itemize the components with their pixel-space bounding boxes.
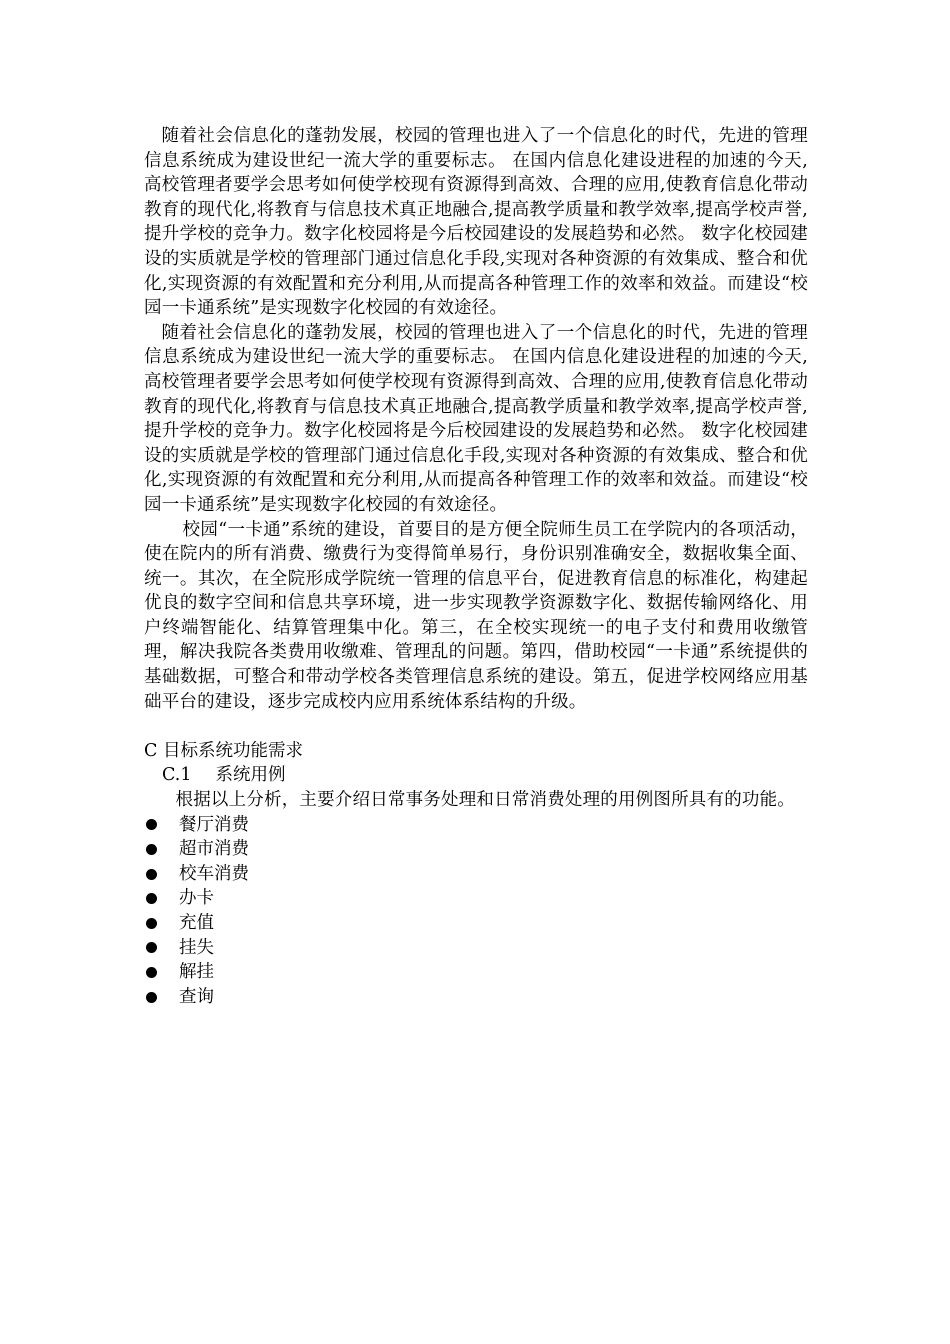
- section-intro: 根据以上分析，主要介绍日常事务处理和日常消费处理的用例图所具有的功能。: [175, 790, 795, 811]
- subsection-heading: [144, 763, 808, 788]
- subsection-number: C.1: [162, 765, 192, 786]
- list-item: [144, 862, 808, 887]
- use-case-list: [144, 813, 808, 1010]
- list-item: [144, 960, 808, 985]
- paragraph-2: 随着社会信息化的蓬勃发展，校园的管理也进入了一个信息化的时代，先进的管理信息系统成为建设世纪一流大学的重要标志。 在国内信息化建设进程的加速的今天,高校管理者要学会思考如何使学校现有资源得到高效、合理的应用,使教育信息化带动教育的现代化,将教育与信息技术真正地融合,提高教学质量和教学效率,提高学校声誉,提升学校的竞争力。数字化校园将是今后校园建设的发展趋势和必然。 数字化校园建设的实质就是学校的管理部门通过信息化手段,实现对各种资源的有效集成、整合和优化,实现资源的有效配置和充分利用,从而提高各种管理工作的效率和效益。而建设“校园一卡通系统”是实现数字化校园的有效途径。: [144, 322, 808, 515]
- list-item-label: 查询: [179, 986, 214, 1007]
- list-item-label: 校车消费: [179, 863, 249, 884]
- bullet-icon: [146, 869, 157, 880]
- bullet-icon: [146, 967, 157, 978]
- list-item: [144, 886, 808, 911]
- bullet-icon: [146, 893, 157, 904]
- document-body: [144, 124, 808, 1009]
- subsection-title: 系统用例: [215, 765, 286, 786]
- section-heading: C 目标系统功能需求: [144, 740, 303, 761]
- list-item: [144, 985, 808, 1010]
- list-item: [144, 911, 808, 936]
- paragraph-1: 随着社会信息化的蓬勃发展，校园的管理也进入了一个信息化的时代，先进的管理信息系统成为建设世纪一流大学的重要标志。 在国内信息化建设进程的加速的今天,高校管理者要学会思考如何使学校现有资源得到高效、合理的应用,使教育信息化带动教育的现代化,将教育与信息技术真正地融合,提高教学质量和教学效率,提高学校声誉,提升学校的竞争力。数字化校园将是今后校园建设的发展趋势和必然。 数字化校园建设的实质就是学校的管理部门通过信息化手段,实现对各种资源的有效集成、整合和优化,实现资源的有效配置和充分利用,从而提高各种管理工作的效率和效益。而建设“校园一卡通系统”是实现数字化校园的有效途径。: [144, 126, 808, 319]
- list-item-label: 餐厅消费: [179, 814, 249, 835]
- list-item: [144, 936, 808, 961]
- bullet-icon: [146, 992, 157, 1003]
- list-item-label: 办卡: [179, 888, 214, 909]
- bullet-icon: [146, 819, 157, 830]
- list-item-label: 挂失: [179, 937, 214, 958]
- list-item-label: 充值: [179, 913, 214, 933]
- list-item-label: 超市消费: [179, 839, 249, 860]
- list-item: [144, 813, 808, 838]
- list-item: [144, 837, 808, 862]
- paragraph-3: 校园“一卡通”系统的建设，首要目的是方便全院师生员工在学院内的各项活动，使在院内的所有消费、缴费行为变得简单易行，身份识别准确安全，数据收集全面、统一。其次，在全院形成学院统一管理的信息平台，促进教育信息的标准化，构建起优良的数字空间和信息共享环境，进一步实现教学资源数字化、数据传输网络化、用户终端智能化、结算管理集中化。第三，在全校实现统一的电子支付和费用收缴管理，解决我院各类费用收缴难、管理乱的问题。第四，借助校园“一卡通”系统提供的基础数据，可整合和带动学校各类管理信息系统的建设。第五，促进学校网络应用基础平台的建设，逐步完成校内应用系统体系结构的升级。: [144, 519, 808, 712]
- blank-line: [144, 714, 808, 739]
- bullet-icon: [146, 844, 157, 855]
- bullet-icon: [146, 918, 157, 929]
- list-item-label: 解挂: [179, 962, 214, 983]
- bullet-icon: [146, 942, 157, 953]
